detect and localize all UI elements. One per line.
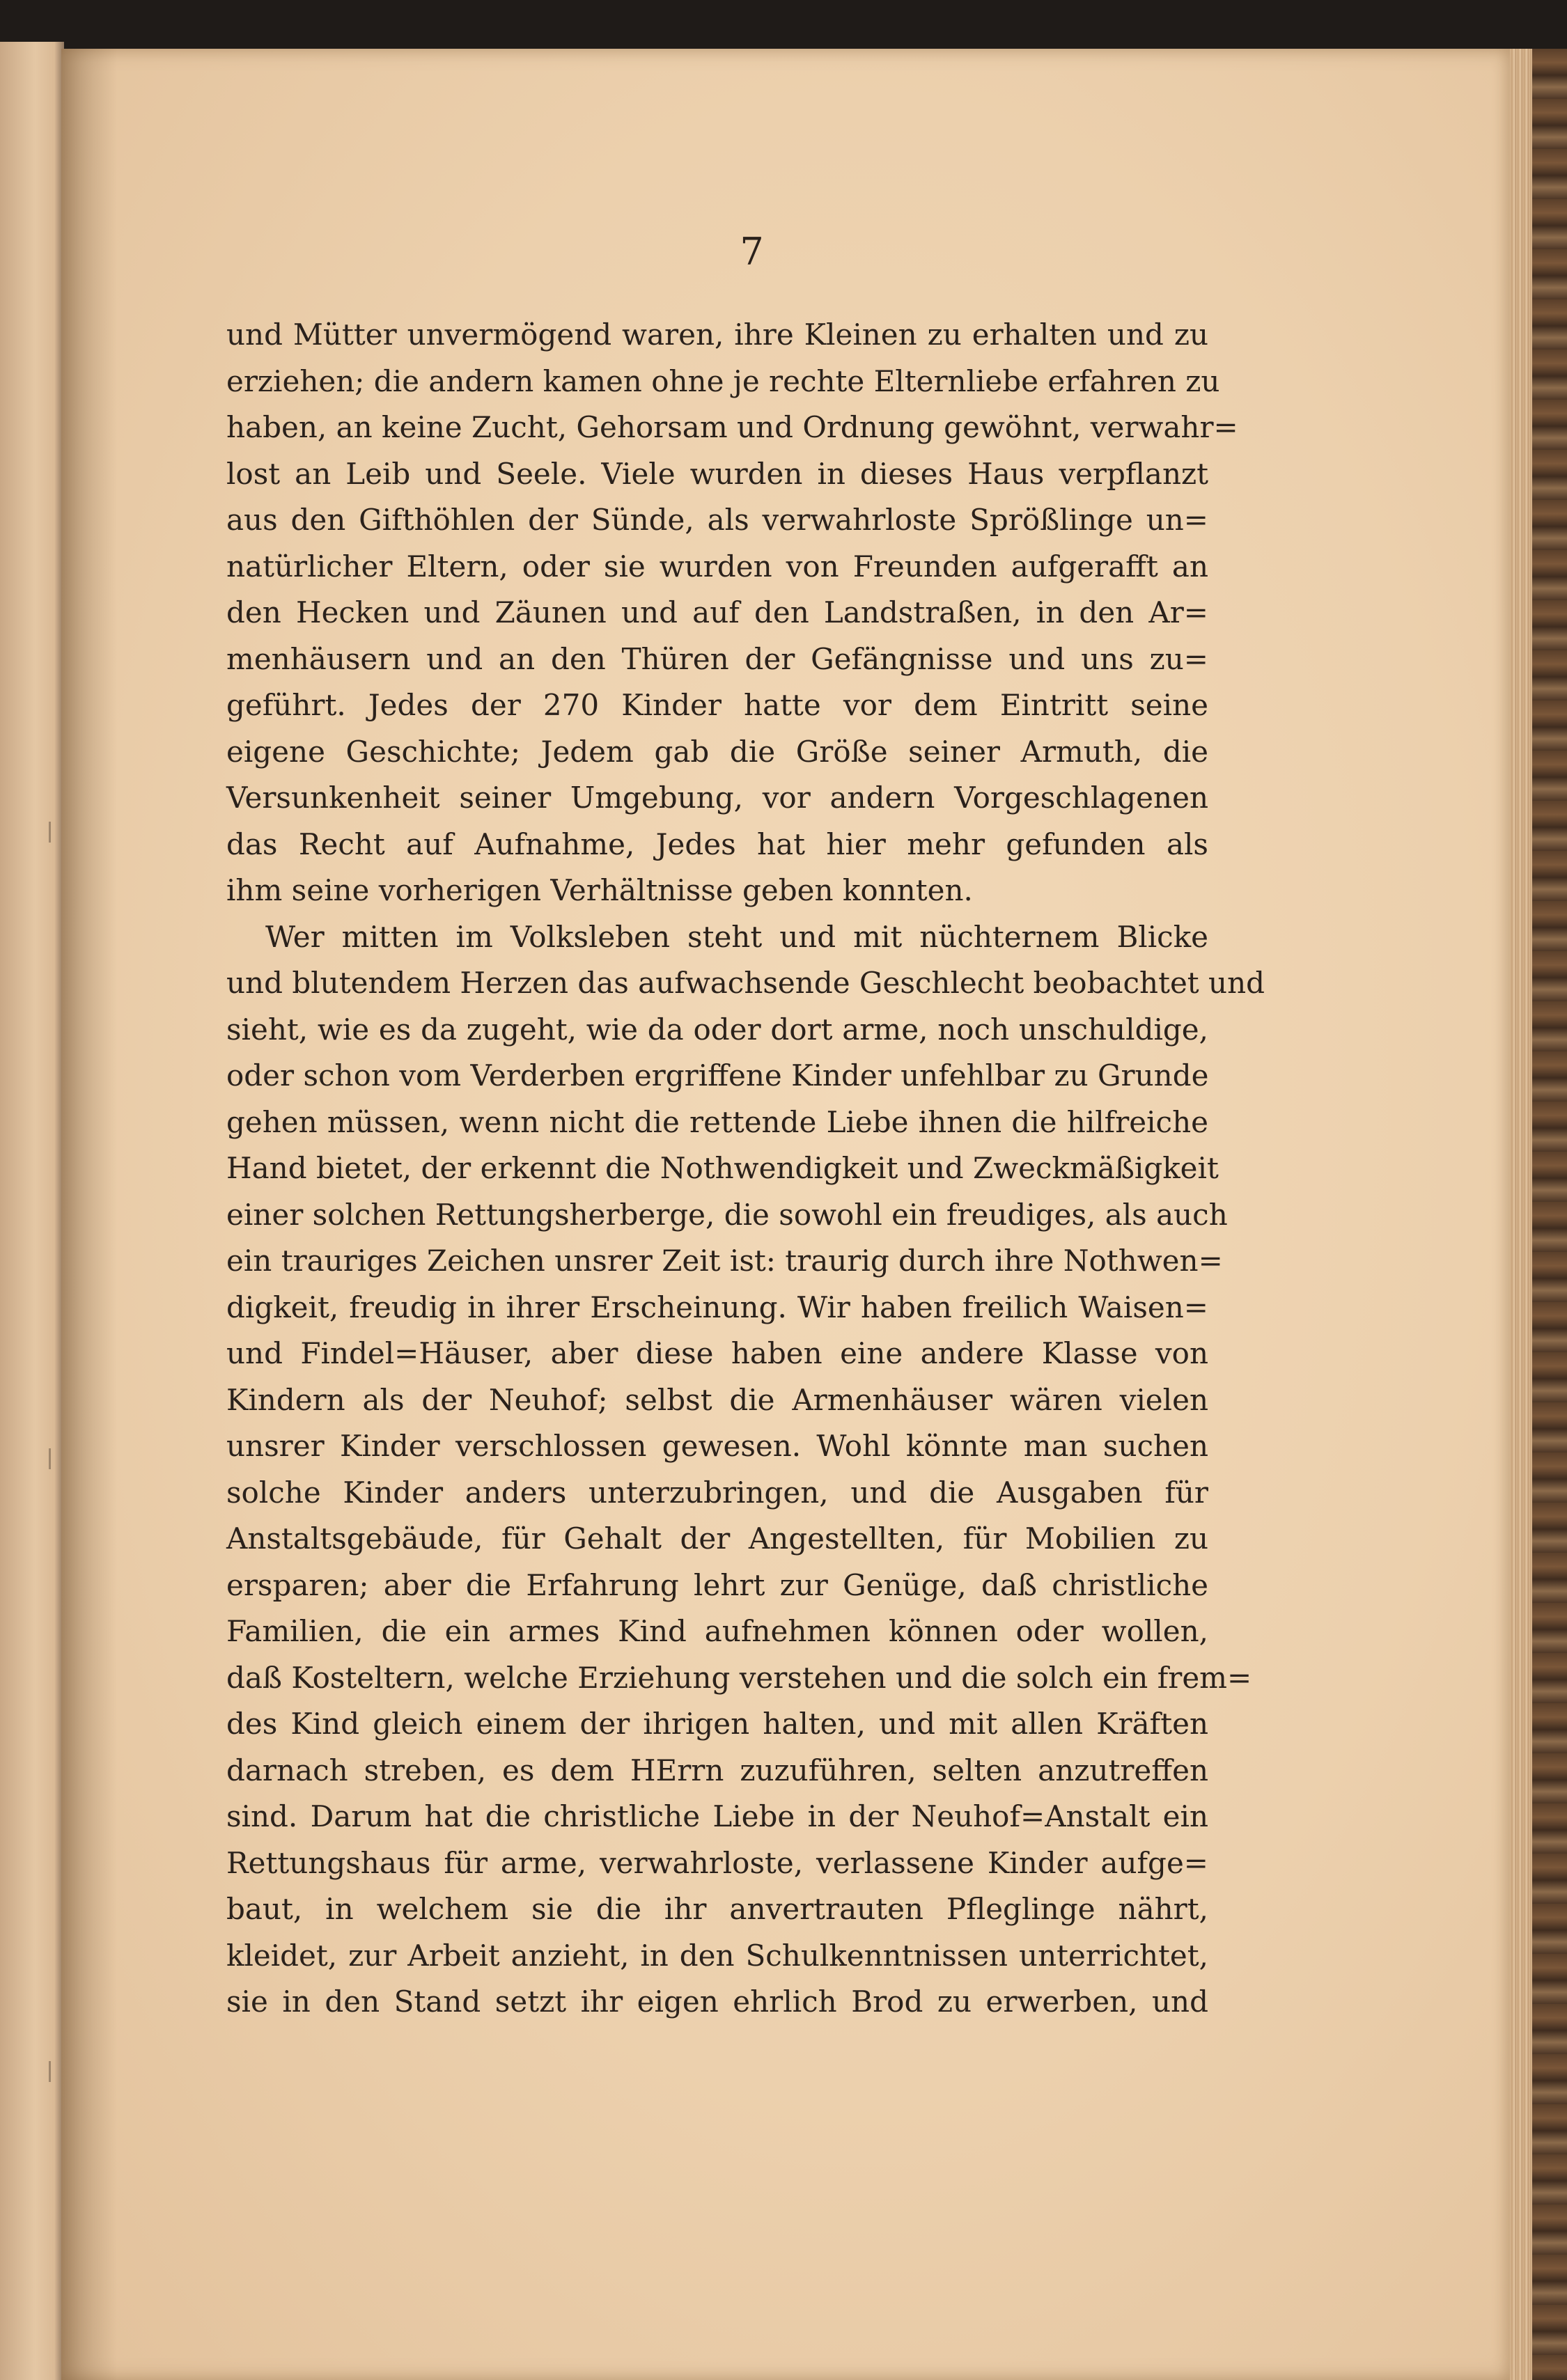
- text-line: Hand bietet, der erkennt die Nothwendigkeit und Zweckmäßigkeit: [226, 1151, 1219, 1185]
- text-line: und blutendem Herzen das aufwachsende Geschlecht beobachtet und: [226, 966, 1265, 1000]
- text-line: digkeit, freudig in ihrer Erscheinung. Wir haben freilich Waisen=: [226, 1290, 1208, 1324]
- text-line: geführt. Jedes der 270 Kinder hatte vor dem Eintritt seine: [226, 688, 1208, 722]
- text-line: eigene Geschichte; Jedem gab die Größe seiner Armuth, die: [226, 734, 1208, 769]
- paragraph-end-line: ihm seine vorherigen Verhältnisse geben konnten.: [226, 873, 973, 907]
- scan-background: [0, 0, 1567, 56]
- text-line: unsrer Kinder verschlossen gewesen. Wohl könnte man suchen: [226, 1429, 1208, 1463]
- text-line: den Hecken und Zäunen und auf den Landstraßen, in den Ar=: [226, 595, 1208, 629]
- margin-mark: [49, 1448, 69, 1469]
- text-line: menhäusern und an den Thüren der Gefängnisse und uns zu=: [226, 641, 1208, 676]
- text-line: aus den Gifthöhlen der Sünde, als verwahrloste Sprößlinge un=: [226, 503, 1208, 537]
- text-line: gehen müssen, wenn nicht die rettende Liebe ihnen die hilfreiche: [226, 1104, 1208, 1139]
- text-line: und Mütter unvermögend waren, ihre Kleinen zu erhalten und zu: [226, 318, 1208, 352]
- text-line: sie in den Stand setzt ihr eigen ehrlich Brod zu erwerben, und: [226, 1984, 1208, 2019]
- text-line: daß Kosteltern, welche Erziehung verstehen und die solch ein frem=: [226, 1660, 1252, 1695]
- text-line: Rettungshaus für arme, verwahrloste, verlassene Kinder aufge=: [226, 1845, 1208, 1880]
- text-line: solche Kinder anders unterzubringen, und die Ausgaben für: [226, 1475, 1208, 1510]
- text-line: ersparen; aber die Erfahrung lehrt zur Genüge, daß christliche: [226, 1567, 1208, 1602]
- text-line: natürlicher Eltern, oder sie wurden von Freunden aufgerafft an: [226, 549, 1208, 584]
- text-line: des Kind gleich einem der ihrigen halten, und mit allen Kräften: [226, 1707, 1208, 1741]
- text-line: haben, an keine Zucht, Gehorsam und Ordnung gewöhnt, verwahr=: [226, 410, 1238, 444]
- text-line: baut, in welchem sie die ihr anvertrauten Pfleglinge nährt,: [226, 1892, 1208, 1926]
- gutter-shadow: [61, 49, 117, 2380]
- text-line: sind. Darum hat die christliche Liebe in der Neuhof=Anstalt ein: [226, 1799, 1208, 1833]
- text-line: ein trauriges Zeichen unsrer Zeit ist: traurig durch ihre Nothwen=: [226, 1244, 1223, 1278]
- text-line: und Findel=Häuser, aber diese haben eine andere Klasse von: [226, 1336, 1208, 1370]
- text-line: das Recht auf Aufnahme, Jedes hat hier mehr gefunden als: [226, 827, 1208, 861]
- text-line: lost an Leib und Seele. Viele wurden in dieses Haus verpflanzt: [226, 456, 1208, 491]
- text-line: Versunkenheit seiner Umgebung, vor andern Vorgeschlagenen: [226, 781, 1208, 815]
- margin-mark: [49, 2061, 69, 2082]
- facing-page-edge: [0, 42, 64, 2380]
- text-line: Anstaltsgebäude, für Gehalt der Angestellten, für Mobilien zu: [226, 1521, 1208, 1556]
- page-number: 7: [740, 230, 765, 274]
- body-text: [226, 312, 1265, 2026]
- text-line: erziehen; die andern kamen ohne je rechte Elternliebe erfahren zu: [226, 363, 1220, 398]
- text-line: Kindern als der Neuhof; selbst die Armenhäuser wären vielen: [226, 1382, 1208, 1417]
- text-line: darnach streben, es dem HErrn zuzuführen, selten anzutreffen: [226, 1753, 1208, 1787]
- margin-mark: [49, 822, 69, 843]
- text-line: einer solchen Rettungsherberge, die sowohl ein freudiges, als auch: [226, 1197, 1228, 1232]
- text-line: kleidet, zur Arbeit anzieht, in den Schulkenntnissen unterrichtet,: [226, 1938, 1208, 1973]
- marbled-cover: [1532, 49, 1567, 2380]
- paragraph-start-line: Wer mitten im Volksleben steht und mit nüchternem Blicke: [265, 919, 1208, 954]
- text-line: sieht, wie es da zugeht, wie da oder dort arme, noch unschuldige,: [226, 1012, 1208, 1047]
- text-line: Familien, die ein armes Kind aufnehmen können oder wollen,: [226, 1614, 1208, 1648]
- text-line: oder schon vom Verderben ergriffene Kinder unfehlbar zu Grunde: [226, 1058, 1209, 1093]
